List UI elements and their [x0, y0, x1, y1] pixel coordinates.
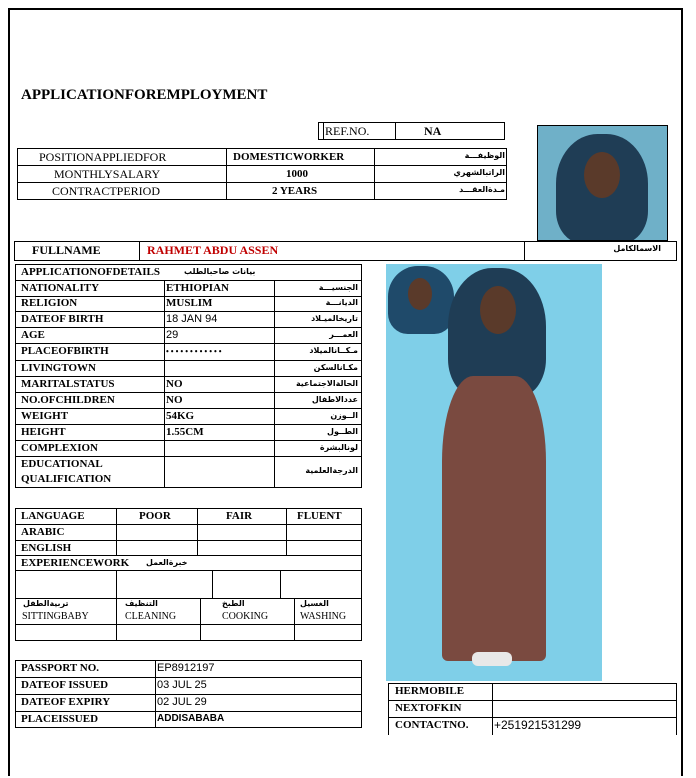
detail-label: LIVINGTOWN: [21, 362, 96, 374]
detail-arabic: الطــول: [327, 427, 358, 436]
detail-arabic: الــوزن: [330, 411, 358, 420]
detail-label: DATEOF BIRTH: [21, 313, 104, 325]
detail-label: NATIONALITY: [21, 282, 100, 294]
detail-arabic: عددالاطفال: [311, 395, 358, 404]
expiry-date-value: 02 JUL 29: [157, 696, 207, 708]
contact-no-value: +251921531299: [494, 718, 582, 732]
ref-value: NA: [424, 124, 442, 138]
detail-arabic: العمـــر: [329, 330, 358, 339]
detail-value: 29: [166, 329, 179, 341]
detail-value: 1.55CM: [166, 426, 204, 438]
skill-label: SITTINGBABY: [22, 611, 89, 622]
passport-no-value: EP8912197: [157, 662, 215, 674]
education-arabic: الدرجةالعلمية: [305, 466, 358, 475]
detail-label: RELIGION: [21, 297, 78, 309]
skill-label: WASHING: [300, 611, 347, 622]
place-issued-label: PLACEISSUED: [21, 713, 99, 725]
details-header-arabic: بيانات صاحبالطلب: [184, 267, 256, 276]
detail-label: WEIGHT: [21, 410, 69, 422]
language-header: LANGUAGE: [21, 510, 85, 522]
expiry-date-label: DATEOF EXPIRY: [21, 696, 111, 708]
skill-arabic: الطبخ: [222, 599, 245, 608]
poor-header: POOR: [139, 510, 171, 522]
detail-arabic: الحالةالاجتماعية: [295, 379, 358, 388]
detail-label: NO.OFCHILDREN: [21, 394, 115, 406]
skill-label: CLEANING: [125, 611, 177, 622]
detail-value: • • • • • • • • • • • •: [166, 347, 222, 356]
detail-value: MUSLIM: [166, 297, 213, 309]
position-label: POSITIONAPPLIEDFOR: [39, 150, 167, 164]
salary-arabic: الراتبالشهري: [453, 168, 505, 177]
next-of-kin-label: NEXTOFKIN: [395, 702, 462, 714]
fullname-label: FULLNAME: [32, 243, 101, 257]
fullname-arabic: الاسمالكامل: [613, 244, 661, 253]
education-label-2: QUALIFICATION: [21, 473, 112, 485]
detail-arabic: مكـانالسكن: [313, 363, 358, 372]
detail-value: 18 JAN 94: [166, 313, 218, 325]
position-arabic: الوظيفـــة: [464, 151, 505, 160]
passport-photo: [537, 125, 668, 241]
detail-label: COMPLEXION: [21, 442, 98, 454]
skill-arabic: تربيةالطفل: [23, 599, 69, 608]
fluent-header: FLUENT: [297, 510, 342, 522]
issue-date-label: DATEOF ISSUED: [21, 679, 109, 691]
skill-label: COOKING: [222, 611, 269, 622]
full-body-photo: [386, 264, 602, 681]
ref-label: REF.NO.: [325, 124, 370, 138]
language-row: ENGLISH: [21, 542, 72, 554]
detail-label: AGE: [21, 329, 45, 341]
experience-arabic: خبرةالعمل: [146, 558, 188, 567]
detail-label: MARITALSTATUS: [21, 378, 115, 390]
skill-arabic: التنظيف: [125, 599, 158, 608]
detail-value: NO: [166, 394, 183, 406]
detail-arabic: لونالبشرة: [319, 443, 358, 452]
mobile-label: HERMOBILE: [395, 685, 465, 697]
detail-value: NO: [166, 378, 183, 390]
fullname-value: RAHMET ABDU ASSEN: [147, 243, 279, 257]
detail-arabic: الجنسيـــة: [318, 283, 358, 292]
detail-arabic: الديانـــة: [325, 298, 358, 307]
fair-header: FAIR: [226, 510, 253, 522]
issue-date-value: 03 JUL 25: [157, 679, 207, 691]
detail-arabic: تاريخالميـلاد: [311, 314, 358, 323]
detail-label: HEIGHT: [21, 426, 66, 438]
salary-value: 1000: [286, 168, 308, 180]
detail-value: ETHIOPIAN: [166, 282, 229, 294]
contract-label: CONTRACTPERIOD: [52, 184, 161, 198]
passport-no-label: PASSPORT NO.: [21, 662, 100, 674]
detail-value: 54KG: [166, 410, 195, 422]
detail-label: PLACEOFBIRTH: [21, 345, 109, 357]
form-title: APPLICATIONFOREMPLOYMENT: [21, 87, 268, 103]
experience-label: EXPERIENCEWORK: [21, 557, 130, 569]
details-header-label: APPLICATIONOFDETAILS: [21, 266, 160, 278]
language-row: ARABIC: [21, 526, 65, 538]
contract-value: 2 YEARS: [272, 185, 318, 197]
skill-arabic: الغسيل: [300, 599, 329, 608]
contract-arabic: مـدةالعقـــد: [459, 185, 505, 194]
salary-label: MONTHLYSALARY: [54, 167, 161, 181]
place-issued-value: ADDISABABA: [157, 713, 225, 724]
position-value: DOMESTICWORKER: [233, 151, 345, 163]
contact-no-label: CONTACTNO.: [395, 719, 469, 731]
detail-arabic: مـكــانالميلاد: [309, 346, 358, 355]
fullname-row: [14, 241, 677, 261]
education-label-1: EDUCATIONAL: [21, 458, 103, 470]
